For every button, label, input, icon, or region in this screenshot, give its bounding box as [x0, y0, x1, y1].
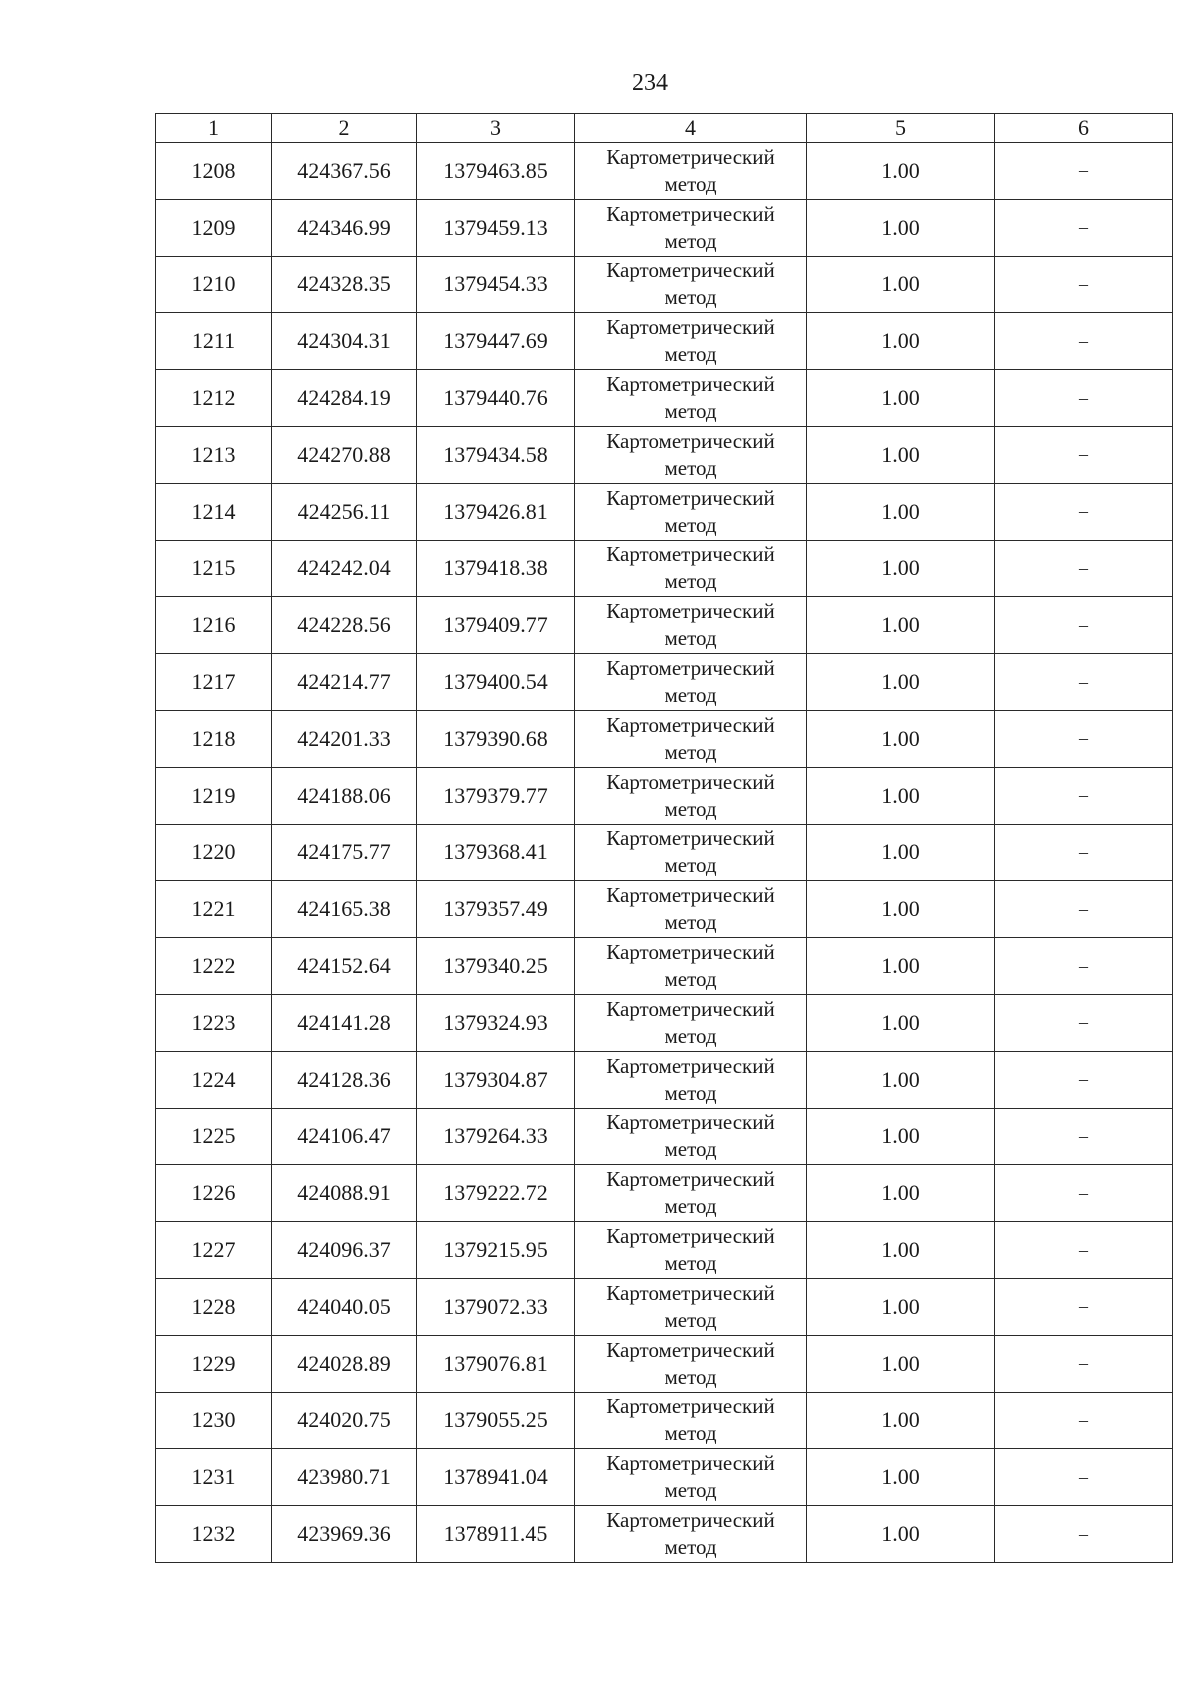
table-row	[156, 1165, 1173, 1222]
point-number-cell: 1208	[156, 143, 272, 200]
method-line-1: Картометрический	[606, 1053, 775, 1078]
note-cell: –	[995, 143, 1173, 200]
method-line-2: метод	[664, 1023, 717, 1048]
y-coordinate-cell: 1379304.87	[417, 1051, 575, 1108]
note-cell: –	[995, 370, 1173, 427]
precision-cell: 1.00	[807, 824, 995, 881]
precision-cell: 1.00	[807, 1335, 995, 1392]
precision-cell: 1.00	[807, 143, 995, 200]
x-coordinate-cell: 423969.36	[272, 1506, 417, 1563]
method-line-2: метод	[664, 285, 717, 310]
column-header: 6	[995, 114, 1173, 143]
point-number-cell: 1212	[156, 370, 272, 427]
x-coordinate-cell: 424040.05	[272, 1278, 417, 1335]
y-coordinate-cell: 1379368.41	[417, 824, 575, 881]
method-line-1: Картометрический	[606, 996, 775, 1021]
method-line-2: метод	[664, 626, 717, 651]
method-line-2: метод	[664, 853, 717, 878]
x-coordinate-cell: 424242.04	[272, 540, 417, 597]
table-row	[156, 1392, 1173, 1449]
page-number: 234	[632, 70, 668, 96]
precision-cell: 1.00	[807, 597, 995, 654]
method-line-2: метод	[664, 683, 717, 708]
x-coordinate-cell: 424152.64	[272, 938, 417, 995]
method-line-1: Картометрический	[606, 656, 775, 681]
method-line-1: Картометрический	[606, 1508, 775, 1533]
y-coordinate-cell: 1379215.95	[417, 1222, 575, 1279]
precision-cell: 1.00	[807, 1506, 995, 1563]
note-cell: –	[995, 483, 1173, 540]
precision-cell: 1.00	[807, 426, 995, 483]
method-cell	[575, 1165, 807, 1222]
method-cell	[575, 710, 807, 767]
precision-cell: 1.00	[807, 483, 995, 540]
precision-cell: 1.00	[807, 540, 995, 597]
method-line-2: метод	[664, 1251, 717, 1276]
method-line-1: Картометрический	[606, 769, 775, 794]
point-number-cell: 1224	[156, 1051, 272, 1108]
table-row	[156, 1278, 1173, 1335]
table-row	[156, 483, 1173, 540]
y-coordinate-cell: 1379418.38	[417, 540, 575, 597]
point-number-cell: 1232	[156, 1506, 272, 1563]
method-line-1: Картометрический	[606, 258, 775, 283]
y-coordinate-cell: 1379434.58	[417, 426, 575, 483]
method-line-1: Картометрический	[606, 542, 775, 567]
table-row	[156, 1222, 1173, 1279]
method-line-2: метод	[664, 910, 717, 935]
note-cell: –	[995, 256, 1173, 313]
y-coordinate-cell: 1379264.33	[417, 1108, 575, 1165]
method-line-1: Картометрический	[606, 1451, 775, 1476]
method-line-1: Картометрический	[606, 485, 775, 510]
precision-cell: 1.00	[807, 1108, 995, 1165]
y-coordinate-cell: 1379055.25	[417, 1392, 575, 1449]
precision-cell: 1.00	[807, 256, 995, 313]
method-cell	[575, 313, 807, 370]
x-coordinate-cell: 424328.35	[272, 256, 417, 313]
note-cell: –	[995, 1392, 1173, 1449]
point-number-cell: 1228	[156, 1278, 272, 1335]
method-cell	[575, 597, 807, 654]
table-row	[156, 824, 1173, 881]
method-cell	[575, 370, 807, 427]
y-coordinate-cell: 1379390.68	[417, 710, 575, 767]
point-number-cell: 1216	[156, 597, 272, 654]
method-line-2: метод	[664, 1194, 717, 1219]
method-line-1: Картометрический	[606, 1224, 775, 1249]
note-cell: –	[995, 938, 1173, 995]
note-cell: –	[995, 1051, 1173, 1108]
x-coordinate-cell: 423980.71	[272, 1449, 417, 1506]
method-cell	[575, 143, 807, 200]
point-number-cell: 1223	[156, 994, 272, 1051]
x-coordinate-cell: 424106.47	[272, 1108, 417, 1165]
table-row	[156, 313, 1173, 370]
method-line-2: метод	[664, 1307, 717, 1332]
precision-cell: 1.00	[807, 1051, 995, 1108]
note-cell: –	[995, 597, 1173, 654]
method-line-2: метод	[664, 1137, 717, 1162]
method-cell	[575, 824, 807, 881]
note-cell: –	[995, 654, 1173, 711]
point-number-cell: 1230	[156, 1392, 272, 1449]
method-line-1: Картометрический	[606, 1337, 775, 1362]
column-header: 3	[417, 114, 575, 143]
table-row	[156, 1108, 1173, 1165]
method-cell	[575, 256, 807, 313]
point-number-cell: 1231	[156, 1449, 272, 1506]
precision-cell: 1.00	[807, 199, 995, 256]
method-line-2: метод	[664, 342, 717, 367]
precision-cell: 1.00	[807, 313, 995, 370]
note-cell: –	[995, 1222, 1173, 1279]
y-coordinate-cell: 1379076.81	[417, 1335, 575, 1392]
method-line-1: Картометрический	[606, 144, 775, 169]
x-coordinate-cell: 424175.77	[272, 824, 417, 881]
point-number-cell: 1225	[156, 1108, 272, 1165]
y-coordinate-cell: 1379463.85	[417, 143, 575, 200]
method-cell	[575, 1278, 807, 1335]
method-cell	[575, 1449, 807, 1506]
y-coordinate-cell: 1379409.77	[417, 597, 575, 654]
method-cell	[575, 199, 807, 256]
note-cell: –	[995, 426, 1173, 483]
method-line-1: Картометрический	[606, 1280, 775, 1305]
x-coordinate-cell: 424096.37	[272, 1222, 417, 1279]
point-number-cell: 1218	[156, 710, 272, 767]
y-coordinate-cell: 1378941.04	[417, 1449, 575, 1506]
point-number-cell: 1219	[156, 767, 272, 824]
note-cell: –	[995, 824, 1173, 881]
method-cell	[575, 1392, 807, 1449]
precision-cell: 1.00	[807, 1222, 995, 1279]
y-coordinate-cell: 1379440.76	[417, 370, 575, 427]
point-number-cell: 1213	[156, 426, 272, 483]
method-line-2: метод	[664, 399, 717, 424]
note-cell: –	[995, 1108, 1173, 1165]
method-cell	[575, 540, 807, 597]
y-coordinate-cell: 1379357.49	[417, 881, 575, 938]
method-line-1: Картометрический	[606, 315, 775, 340]
precision-cell: 1.00	[807, 710, 995, 767]
x-coordinate-cell: 424128.36	[272, 1051, 417, 1108]
table-row	[156, 1051, 1173, 1108]
method-line-1: Картометрический	[606, 1110, 775, 1135]
point-number-cell: 1210	[156, 256, 272, 313]
y-coordinate-cell: 1379222.72	[417, 1165, 575, 1222]
precision-cell: 1.00	[807, 1278, 995, 1335]
precision-cell: 1.00	[807, 1165, 995, 1222]
y-coordinate-cell: 1379324.93	[417, 994, 575, 1051]
column-header: 4	[575, 114, 807, 143]
y-coordinate-cell: 1379400.54	[417, 654, 575, 711]
note-cell: –	[995, 1449, 1173, 1506]
x-coordinate-cell: 424346.99	[272, 199, 417, 256]
method-cell	[575, 881, 807, 938]
column-header: 5	[807, 114, 995, 143]
precision-cell: 1.00	[807, 654, 995, 711]
point-number-cell: 1221	[156, 881, 272, 938]
coordinates-table	[155, 113, 1173, 1563]
note-cell: –	[995, 1335, 1173, 1392]
precision-cell: 1.00	[807, 938, 995, 995]
point-number-cell: 1217	[156, 654, 272, 711]
method-line-1: Картометрический	[606, 599, 775, 624]
table-row	[156, 1449, 1173, 1506]
method-cell	[575, 994, 807, 1051]
method-line-2: метод	[664, 1364, 717, 1389]
precision-cell: 1.00	[807, 994, 995, 1051]
method-cell	[575, 654, 807, 711]
method-line-1: Картометрический	[606, 372, 775, 397]
note-cell: –	[995, 1165, 1173, 1222]
method-line-2: метод	[664, 569, 717, 594]
method-line-2: метод	[664, 739, 717, 764]
point-number-cell: 1211	[156, 313, 272, 370]
table-row	[156, 881, 1173, 938]
precision-cell: 1.00	[807, 1392, 995, 1449]
method-line-2: метод	[664, 455, 717, 480]
x-coordinate-cell: 424304.31	[272, 313, 417, 370]
method-line-2: метод	[664, 1535, 717, 1560]
method-line-1: Картометрический	[606, 712, 775, 737]
note-cell: –	[995, 540, 1173, 597]
y-coordinate-cell: 1379459.13	[417, 199, 575, 256]
precision-cell: 1.00	[807, 881, 995, 938]
method-cell	[575, 1051, 807, 1108]
note-cell: –	[995, 1278, 1173, 1335]
x-coordinate-cell: 424165.38	[272, 881, 417, 938]
column-header: 2	[272, 114, 417, 143]
point-number-cell: 1229	[156, 1335, 272, 1392]
table-header	[156, 114, 1173, 143]
table-body	[156, 143, 1173, 1563]
method-cell	[575, 426, 807, 483]
y-coordinate-cell: 1379447.69	[417, 313, 575, 370]
method-line-2: метод	[664, 171, 717, 196]
table-row	[156, 654, 1173, 711]
header-row	[156, 114, 1173, 143]
method-line-2: метод	[664, 1478, 717, 1503]
note-cell: –	[995, 767, 1173, 824]
method-line-1: Картометрический	[606, 826, 775, 851]
note-cell: –	[995, 994, 1173, 1051]
note-cell: –	[995, 313, 1173, 370]
y-coordinate-cell: 1379379.77	[417, 767, 575, 824]
table-row	[156, 1506, 1173, 1563]
method-line-1: Картометрический	[606, 201, 775, 226]
x-coordinate-cell: 424284.19	[272, 370, 417, 427]
method-cell	[575, 767, 807, 824]
x-coordinate-cell: 424270.88	[272, 426, 417, 483]
note-cell: –	[995, 199, 1173, 256]
table-row	[156, 597, 1173, 654]
x-coordinate-cell: 424028.89	[272, 1335, 417, 1392]
method-cell	[575, 1108, 807, 1165]
precision-cell: 1.00	[807, 1449, 995, 1506]
y-coordinate-cell: 1378911.45	[417, 1506, 575, 1563]
x-coordinate-cell: 424201.33	[272, 710, 417, 767]
table-row	[156, 938, 1173, 995]
table-row	[156, 994, 1173, 1051]
method-line-2: метод	[664, 1080, 717, 1105]
precision-cell: 1.00	[807, 370, 995, 427]
table-row	[156, 199, 1173, 256]
method-cell	[575, 1222, 807, 1279]
y-coordinate-cell: 1379426.81	[417, 483, 575, 540]
note-cell: –	[995, 710, 1173, 767]
table-row	[156, 1335, 1173, 1392]
column-header: 1	[156, 114, 272, 143]
precision-cell: 1.00	[807, 767, 995, 824]
method-cell	[575, 1335, 807, 1392]
method-line-2: метод	[664, 967, 717, 992]
x-coordinate-cell: 424256.11	[272, 483, 417, 540]
note-cell: –	[995, 881, 1173, 938]
x-coordinate-cell: 424367.56	[272, 143, 417, 200]
table-row	[156, 370, 1173, 427]
table-row	[156, 143, 1173, 200]
x-coordinate-cell: 424228.56	[272, 597, 417, 654]
point-number-cell: 1222	[156, 938, 272, 995]
point-number-cell: 1214	[156, 483, 272, 540]
method-line-1: Картометрический	[606, 428, 775, 453]
point-number-cell: 1227	[156, 1222, 272, 1279]
method-line-1: Картометрический	[606, 1167, 775, 1192]
method-line-2: метод	[664, 1421, 717, 1446]
table-row	[156, 540, 1173, 597]
point-number-cell: 1215	[156, 540, 272, 597]
method-cell	[575, 938, 807, 995]
y-coordinate-cell: 1379340.25	[417, 938, 575, 995]
x-coordinate-cell: 424020.75	[272, 1392, 417, 1449]
x-coordinate-cell: 424214.77	[272, 654, 417, 711]
note-cell: –	[995, 1506, 1173, 1563]
method-line-1: Картометрический	[606, 940, 775, 965]
table-row	[156, 767, 1173, 824]
method-line-2: метод	[664, 228, 717, 253]
x-coordinate-cell: 424141.28	[272, 994, 417, 1051]
point-number-cell: 1220	[156, 824, 272, 881]
y-coordinate-cell: 1379454.33	[417, 256, 575, 313]
y-coordinate-cell: 1379072.33	[417, 1278, 575, 1335]
table-row	[156, 256, 1173, 313]
point-number-cell: 1226	[156, 1165, 272, 1222]
method-cell	[575, 483, 807, 540]
method-line-2: метод	[664, 796, 717, 821]
table-row	[156, 426, 1173, 483]
method-cell	[575, 1506, 807, 1563]
method-line-2: метод	[664, 512, 717, 537]
table-row	[156, 710, 1173, 767]
point-number-cell: 1209	[156, 199, 272, 256]
x-coordinate-cell: 424188.06	[272, 767, 417, 824]
x-coordinate-cell: 424088.91	[272, 1165, 417, 1222]
method-line-1: Картометрический	[606, 883, 775, 908]
method-line-1: Картометрический	[606, 1394, 775, 1419]
